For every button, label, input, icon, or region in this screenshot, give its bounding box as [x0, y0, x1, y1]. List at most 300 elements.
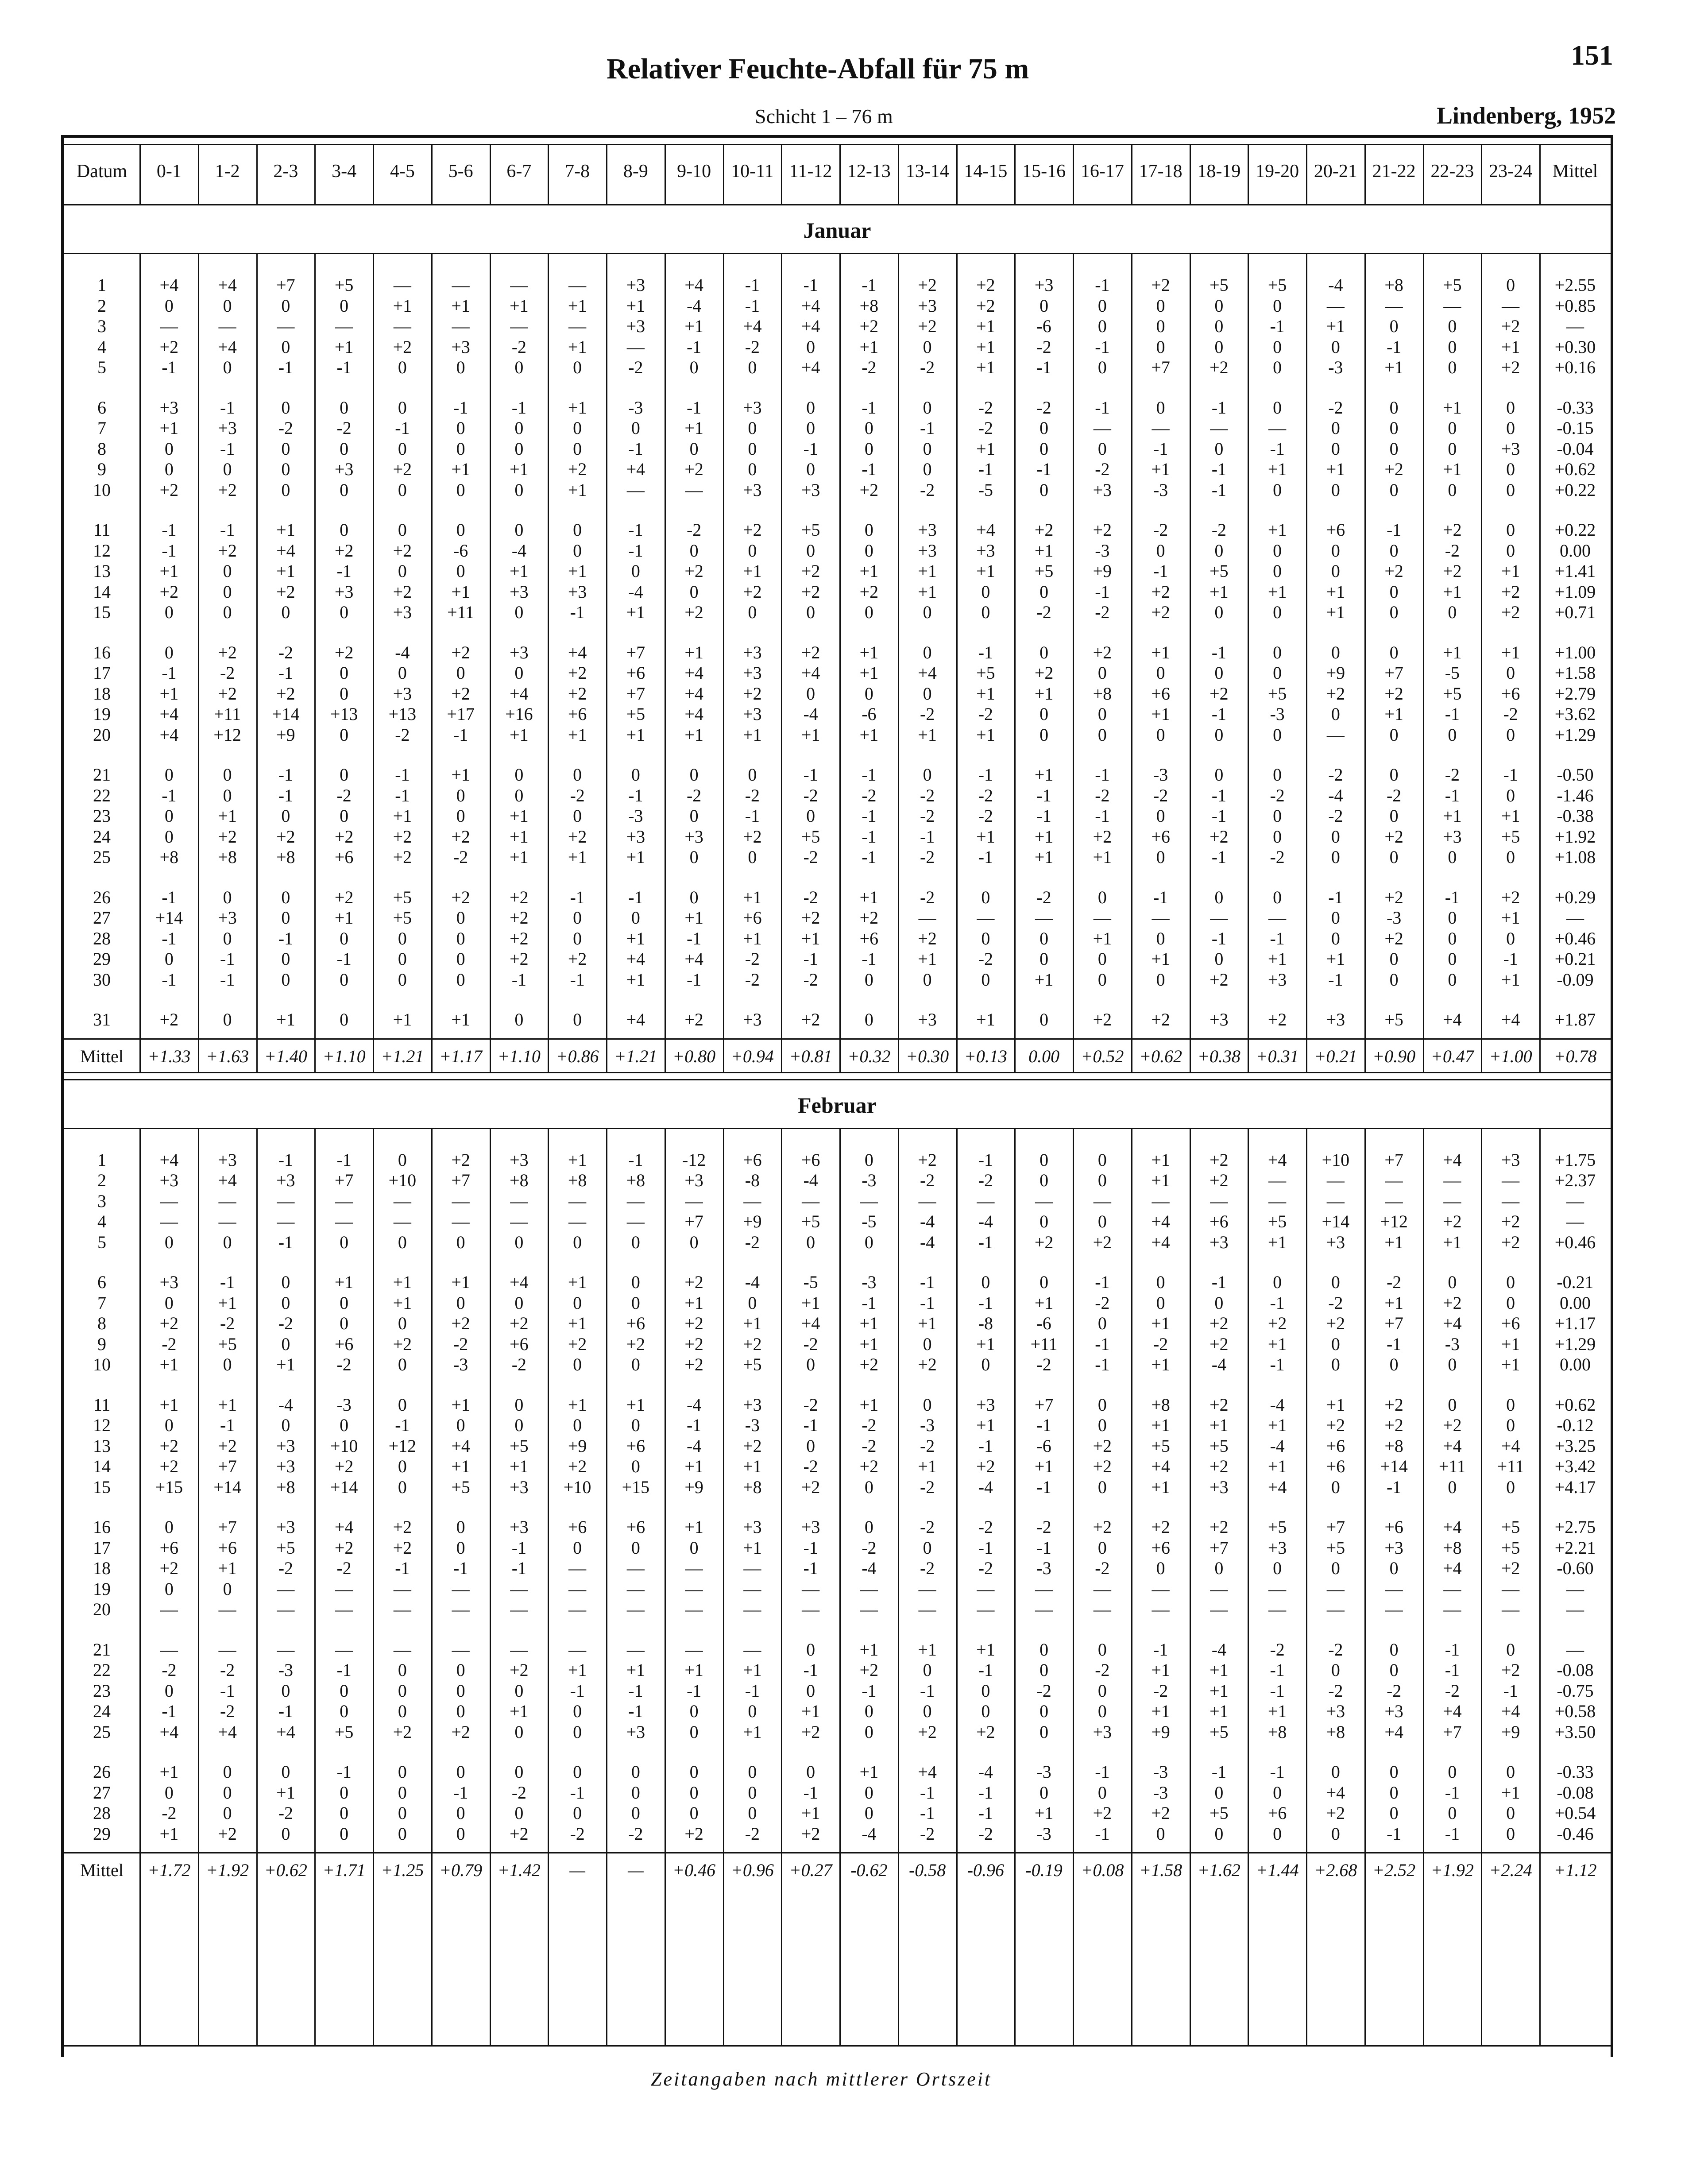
value-cell: — — [160, 1599, 178, 1619]
row-mean-cell: 0.00 — [1560, 540, 1591, 561]
value-cell: — — [1443, 1191, 1461, 1211]
value-cell: -1 — [862, 847, 877, 867]
value-cell: +2 — [159, 1456, 179, 1476]
value-cell: -2 — [1445, 540, 1460, 561]
value-cell: 0 — [456, 1517, 465, 1537]
value-cell: 0 — [1389, 397, 1399, 418]
value-cell: — — [452, 1579, 470, 1599]
value-cell: — — [218, 1639, 236, 1660]
value-cell: -1 — [1036, 357, 1051, 377]
value-cell: 0 — [398, 1232, 407, 1252]
value-cell: +11 — [1438, 1456, 1466, 1476]
value-cell: +1 — [218, 806, 237, 826]
value-cell: 0 — [514, 663, 524, 683]
value-cell: +4 — [334, 1517, 354, 1537]
value-cell: +3 — [918, 295, 937, 316]
value-cell: +1 — [743, 724, 762, 745]
value-cell: 0 — [1448, 1272, 1457, 1292]
value-cell: -2 — [920, 1823, 935, 1844]
value-cell: — — [626, 1639, 645, 1660]
value-cell: +3 — [510, 642, 529, 662]
value-cell: 0 — [1039, 949, 1049, 969]
value-cell: +1 — [451, 1394, 470, 1415]
value-cell: -1 — [162, 785, 177, 805]
date-cell: 6 — [97, 397, 106, 418]
value-cell: 0 — [1097, 1394, 1107, 1415]
value-cell: 0 — [398, 1762, 407, 1782]
value-cell: -1 — [220, 1272, 235, 1292]
value-cell: +1 — [684, 316, 703, 336]
value-cell: — — [1035, 1599, 1053, 1619]
value-cell: +3 — [1326, 1010, 1345, 1029]
date-cell: 18 — [93, 683, 111, 704]
value-cell: -2 — [978, 1823, 993, 1844]
value-cell: — — [335, 1191, 353, 1211]
value-cell: +2 — [276, 826, 295, 847]
value-cell: -1 — [220, 969, 235, 990]
value-cell: — — [1326, 1170, 1345, 1190]
column-rule — [1364, 144, 1366, 204]
column-rule — [198, 1128, 199, 1886]
value-cell: 0 — [398, 357, 407, 377]
value-cell: 0 — [340, 1415, 349, 1435]
value-cell: 0 — [1156, 969, 1165, 990]
value-cell: -1 — [395, 1558, 410, 1578]
value-cell: — — [160, 1191, 178, 1211]
column-rule — [1306, 144, 1307, 204]
value-cell: -1 — [162, 969, 177, 990]
column-rule — [198, 1886, 199, 2045]
value-cell: -2 — [1386, 785, 1402, 805]
column-rule — [139, 1128, 141, 1886]
value-cell: +1 — [1034, 1292, 1054, 1313]
value-cell: 0 — [689, 806, 699, 826]
column-mean-cell: +1.92 — [1430, 1860, 1474, 1880]
value-cell: -6 — [1036, 1313, 1051, 1333]
date-cell: 12 — [93, 1415, 111, 1435]
value-cell: +2 — [976, 275, 995, 295]
date-cell: 27 — [93, 1782, 111, 1803]
column-rule — [139, 253, 141, 1072]
value-cell: 0 — [164, 459, 174, 479]
value-cell: -1 — [1445, 1639, 1460, 1660]
column-rule — [314, 1128, 316, 1886]
value-cell: +6 — [334, 1334, 354, 1354]
value-cell: — — [277, 1579, 295, 1599]
value-cell: +1 — [743, 928, 762, 948]
value-cell: — — [743, 1191, 761, 1211]
value-cell: -1 — [628, 520, 643, 540]
value-cell: -1 — [1211, 704, 1227, 724]
value-cell: +1 — [976, 1639, 995, 1660]
value-cell: 0 — [456, 1660, 465, 1680]
value-cell: +1 — [976, 357, 995, 377]
row-mean-cell: +1.29 — [1554, 1334, 1596, 1354]
value-cell: -1 — [1386, 1823, 1402, 1844]
value-cell: -2 — [1095, 1558, 1110, 1578]
value-cell: +2 — [159, 1010, 179, 1029]
value-cell: -1 — [1036, 785, 1051, 805]
value-cell: +1 — [276, 1354, 295, 1374]
value-cell: 0 — [1273, 337, 1282, 357]
value-cell: 0 — [573, 418, 582, 438]
value-cell: -1 — [1095, 1272, 1110, 1292]
value-cell: 0 — [281, 459, 290, 479]
column-rule — [1481, 144, 1482, 204]
value-cell: -2 — [278, 642, 294, 662]
row-mean-cell: +1.75 — [1554, 1149, 1596, 1170]
value-cell: +1 — [859, 1334, 879, 1354]
column-mean-cell: +1.12 — [1553, 1860, 1597, 1880]
value-cell: 0 — [281, 1680, 290, 1701]
row-mean-cell: 0.00 — [1560, 1354, 1591, 1374]
value-cell: -2 — [570, 785, 585, 805]
value-cell: +4 — [684, 704, 703, 724]
column-header: 23-24 — [1489, 161, 1533, 182]
value-cell: — — [626, 1579, 645, 1599]
value-cell: +1 — [1326, 602, 1345, 622]
value-cell: -1 — [1503, 1680, 1518, 1701]
value-cell: 0 — [1097, 724, 1107, 745]
date-cell: 29 — [93, 949, 111, 969]
value-cell: 0 — [1331, 418, 1340, 438]
value-cell: +1 — [684, 1517, 703, 1537]
date-cell: 9 — [97, 459, 106, 479]
value-cell: 0 — [1331, 928, 1340, 948]
value-cell: 0 — [1331, 1334, 1340, 1354]
value-cell: 0 — [223, 581, 232, 602]
value-cell: — — [568, 1211, 587, 1231]
value-cell: 0 — [340, 602, 349, 622]
value-cell: — — [1268, 1579, 1287, 1599]
value-cell: +5 — [1501, 1537, 1520, 1558]
value-cell: -4 — [686, 1435, 702, 1456]
value-cell: -1 — [978, 1537, 993, 1558]
value-cell: +2 — [510, 1313, 529, 1333]
value-cell: 0 — [1214, 1823, 1224, 1844]
value-cell: +14 — [272, 704, 300, 724]
value-cell: 0 — [1214, 316, 1224, 336]
value-cell: -2 — [686, 520, 702, 540]
value-cell: -1 — [1211, 397, 1227, 418]
value-cell: -3 — [1153, 1782, 1168, 1803]
value-cell: -1 — [628, 438, 643, 459]
value-cell: +1 — [1384, 1232, 1403, 1252]
value-cell: 0 — [689, 1232, 699, 1252]
value-cell: +7 — [276, 275, 295, 295]
value-cell: 0 — [864, 1149, 873, 1170]
value-cell: 0 — [573, 806, 582, 826]
column-rule — [1248, 1128, 1249, 1886]
date-cell: 12 — [93, 540, 111, 561]
value-cell: 0 — [1156, 1292, 1165, 1313]
section-title: Januar — [803, 218, 871, 243]
value-cell: +1 — [1384, 704, 1403, 724]
value-cell: 0 — [631, 1232, 640, 1252]
value-cell: +4 — [1501, 1435, 1520, 1456]
value-cell: +1 — [568, 337, 587, 357]
value-cell: +1 — [743, 1660, 762, 1680]
value-cell: +2 — [159, 1313, 179, 1333]
value-cell: 0 — [1506, 1272, 1515, 1292]
column-rule — [1539, 144, 1541, 204]
value-cell: +4 — [218, 337, 237, 357]
value-cell: -2 — [920, 1170, 935, 1190]
value-cell: -2 — [1211, 520, 1227, 540]
value-cell: +2 — [451, 1149, 470, 1170]
value-cell: -2 — [1095, 1660, 1110, 1680]
value-cell: 0 — [1156, 397, 1165, 418]
date-cell: 23 — [93, 1680, 111, 1701]
value-cell: 0 — [1097, 1537, 1107, 1558]
value-cell: +6 — [626, 663, 645, 683]
value-cell: +2 — [568, 459, 587, 479]
value-cell: -1 — [628, 1680, 643, 1701]
value-cell: +1 — [1326, 581, 1345, 602]
column-rule — [373, 1128, 374, 1886]
value-cell: +5 — [801, 1211, 820, 1231]
value-cell: 0 — [1448, 1354, 1457, 1374]
value-cell: 0 — [1273, 602, 1282, 622]
value-cell: +6 — [801, 1149, 820, 1170]
value-cell: +2 — [393, 1722, 412, 1742]
value-cell: +13 — [388, 704, 417, 724]
value-cell: +1 — [1326, 1394, 1345, 1415]
value-cell: +1 — [451, 765, 470, 785]
column-mean-cell: -0.19 — [1025, 1860, 1063, 1880]
column-mean-cell: -0.96 — [967, 1860, 1005, 1880]
value-cell: +4 — [1267, 1477, 1287, 1497]
value-cell: 0 — [1331, 1272, 1340, 1292]
value-cell: 0 — [1273, 806, 1282, 826]
value-cell: 0 — [1039, 418, 1049, 438]
row-mean-cell: -0.08 — [1557, 1660, 1594, 1680]
value-cell: -2 — [453, 1334, 468, 1354]
value-cell: +1 — [1034, 540, 1054, 561]
value-cell: +4 — [684, 949, 703, 969]
value-cell: +1 — [568, 1660, 587, 1680]
value-cell: +1 — [976, 826, 995, 847]
column-header: 12-13 — [847, 161, 891, 182]
value-cell: +2 — [451, 683, 470, 704]
value-cell: 0 — [340, 969, 349, 990]
column-header: 10-11 — [731, 161, 774, 182]
value-cell: +2 — [684, 561, 703, 581]
value-cell: -1 — [978, 1232, 993, 1252]
value-cell: -1 — [686, 1415, 702, 1435]
value-cell: 0 — [981, 887, 990, 907]
column-rule — [1014, 1128, 1016, 1886]
row-mean-cell: -0.09 — [1557, 969, 1594, 990]
value-cell: -1 — [278, 765, 294, 785]
value-cell: — — [977, 908, 995, 928]
value-cell: +6 — [859, 928, 879, 948]
value-cell: +7 — [334, 1170, 354, 1190]
row-mean-cell: +0.22 — [1554, 520, 1596, 540]
value-cell: — — [626, 1599, 645, 1619]
value-cell: +1 — [859, 1639, 879, 1660]
value-cell: 0 — [631, 1537, 640, 1558]
value-cell: -1 — [1095, 337, 1110, 357]
value-cell: -1 — [453, 1782, 468, 1803]
column-header: 15-16 — [1022, 161, 1066, 182]
value-cell: +6 — [743, 908, 762, 928]
value-cell: +8 — [510, 1170, 529, 1190]
value-cell: +1 — [626, 847, 645, 867]
value-cell: +10 — [563, 1477, 591, 1497]
column-rule — [723, 1128, 724, 1886]
value-cell: +1 — [451, 1272, 470, 1292]
value-cell: +5 — [1267, 275, 1287, 295]
column-mean-cell: +2.68 — [1314, 1860, 1357, 1880]
value-cell: 0 — [456, 480, 465, 500]
column-rule — [1423, 1128, 1424, 1886]
value-cell: +2 — [1151, 602, 1170, 622]
column-mean-cell: -0.62 — [850, 1860, 888, 1880]
value-cell: 0 — [340, 1010, 349, 1029]
value-cell: +4 — [1443, 1701, 1462, 1721]
value-cell: — — [218, 1191, 236, 1211]
value-cell: +4 — [1151, 1456, 1170, 1476]
column-rule — [956, 1128, 958, 1886]
column-header: 17-18 — [1139, 161, 1182, 182]
value-cell: — — [802, 1191, 820, 1211]
value-cell: 0 — [1506, 540, 1515, 561]
value-cell: +2 — [1151, 581, 1170, 602]
column-rule — [431, 144, 433, 204]
value-cell: +9 — [276, 724, 295, 745]
value-cell: +14 — [1322, 1211, 1350, 1231]
date-cell: 25 — [93, 1722, 111, 1742]
value-cell: -1 — [220, 397, 235, 418]
value-cell: +3 — [743, 663, 762, 683]
value-cell: 0 — [748, 765, 757, 785]
value-cell: 0 — [164, 826, 174, 847]
value-cell: +3 — [1267, 969, 1287, 990]
row-mean-cell: +3.42 — [1554, 1456, 1596, 1476]
value-cell: +1 — [1326, 316, 1345, 336]
value-cell: 0 — [223, 295, 232, 316]
value-cell: +1 — [859, 642, 879, 662]
value-cell: — — [1443, 1599, 1461, 1619]
value-cell: 0 — [1448, 438, 1457, 459]
value-cell: 0 — [1097, 1477, 1107, 1497]
value-cell: — — [977, 1599, 995, 1619]
value-cell: +2 — [976, 1456, 995, 1476]
value-cell: 0 — [456, 1803, 465, 1823]
value-cell: 0 — [1156, 1558, 1165, 1578]
value-cell: +8 — [218, 847, 237, 867]
column-header: 4-5 — [390, 161, 415, 182]
value-cell: 0 — [1214, 1782, 1224, 1803]
value-cell: +4 — [1443, 1558, 1462, 1578]
value-cell: +2 — [743, 826, 762, 847]
value-cell: 0 — [748, 357, 757, 377]
date-cell: 5 — [97, 1232, 106, 1252]
value-cell: -2 — [920, 806, 935, 826]
value-cell: +3 — [1384, 1537, 1403, 1558]
row-mean-cell: -0.46 — [1557, 1823, 1594, 1844]
value-cell: -1 — [162, 357, 177, 377]
value-cell: +3 — [159, 1272, 179, 1292]
value-cell: 0 — [398, 928, 407, 948]
value-cell: +6 — [743, 1149, 762, 1170]
column-mean-cell: 0.00 — [1028, 1046, 1060, 1066]
value-cell: +4 — [918, 663, 937, 683]
value-cell: 0 — [340, 1680, 349, 1701]
value-cell: +2 — [1210, 1334, 1229, 1354]
value-cell: — — [335, 1599, 353, 1619]
value-cell: 0 — [1448, 1803, 1457, 1823]
value-cell: +3 — [159, 397, 179, 418]
value-cell: -3 — [628, 397, 643, 418]
value-cell: -3 — [628, 806, 643, 826]
value-cell: 0 — [864, 1803, 873, 1823]
value-cell: 0 — [281, 602, 290, 622]
value-cell: -1 — [162, 520, 177, 540]
value-cell: 0 — [281, 908, 290, 928]
row-mean-cell: -0.38 — [1557, 806, 1594, 826]
value-cell: -1 — [1445, 1660, 1460, 1680]
value-cell: 0 — [806, 806, 815, 826]
value-cell: — — [1210, 418, 1228, 438]
value-cell: 0 — [923, 337, 932, 357]
value-cell: -4 — [395, 642, 410, 662]
value-cell: — — [277, 1211, 295, 1231]
value-cell: 0 — [981, 928, 990, 948]
value-cell: 0 — [1448, 969, 1457, 990]
value-cell: -1 — [1036, 1477, 1051, 1497]
value-cell: +4 — [218, 1722, 237, 1742]
value-cell: 0 — [923, 1394, 932, 1415]
value-cell: -2 — [336, 1354, 352, 1374]
value-cell: +1 — [801, 1701, 820, 1721]
value-cell: -5 — [803, 1272, 818, 1292]
column-mean-cell: +0.78 — [1553, 1046, 1597, 1066]
value-cell: 0 — [748, 1292, 757, 1313]
value-cell: -1 — [1153, 887, 1168, 907]
value-cell: +2 — [1267, 1313, 1287, 1333]
value-cell: +2 — [218, 480, 237, 500]
value-cell: 0 — [281, 1334, 290, 1354]
value-cell: +2 — [1210, 1456, 1229, 1476]
value-cell: +14 — [155, 908, 183, 928]
value-cell: 0 — [1448, 1394, 1457, 1415]
value-cell: +1 — [1093, 847, 1112, 867]
value-cell: 0 — [281, 397, 290, 418]
table-bottom-rule — [64, 2045, 1611, 2047]
value-cell: -1 — [1095, 1762, 1110, 1782]
value-cell: 0 — [748, 418, 757, 438]
value-cell: 0 — [1331, 561, 1340, 581]
value-cell: +1 — [159, 1823, 179, 1844]
value-cell: +1 — [510, 724, 529, 745]
value-cell: +1 — [1034, 1456, 1054, 1476]
value-cell: 0 — [1214, 765, 1224, 785]
value-cell: 0 — [281, 1762, 290, 1782]
value-cell: 0 — [1389, 765, 1399, 785]
value-cell: +2 — [918, 1722, 937, 1742]
date-cell: 10 — [93, 1354, 111, 1374]
value-cell: +1 — [1267, 459, 1287, 479]
value-cell: +5 — [1443, 683, 1462, 704]
value-cell: — — [918, 1191, 936, 1211]
date-cell: 3 — [97, 316, 106, 336]
column-rule — [198, 144, 199, 204]
value-cell: +3 — [1034, 275, 1054, 295]
value-cell: +3 — [334, 459, 354, 479]
row-mean-cell: +1.87 — [1554, 1010, 1596, 1029]
